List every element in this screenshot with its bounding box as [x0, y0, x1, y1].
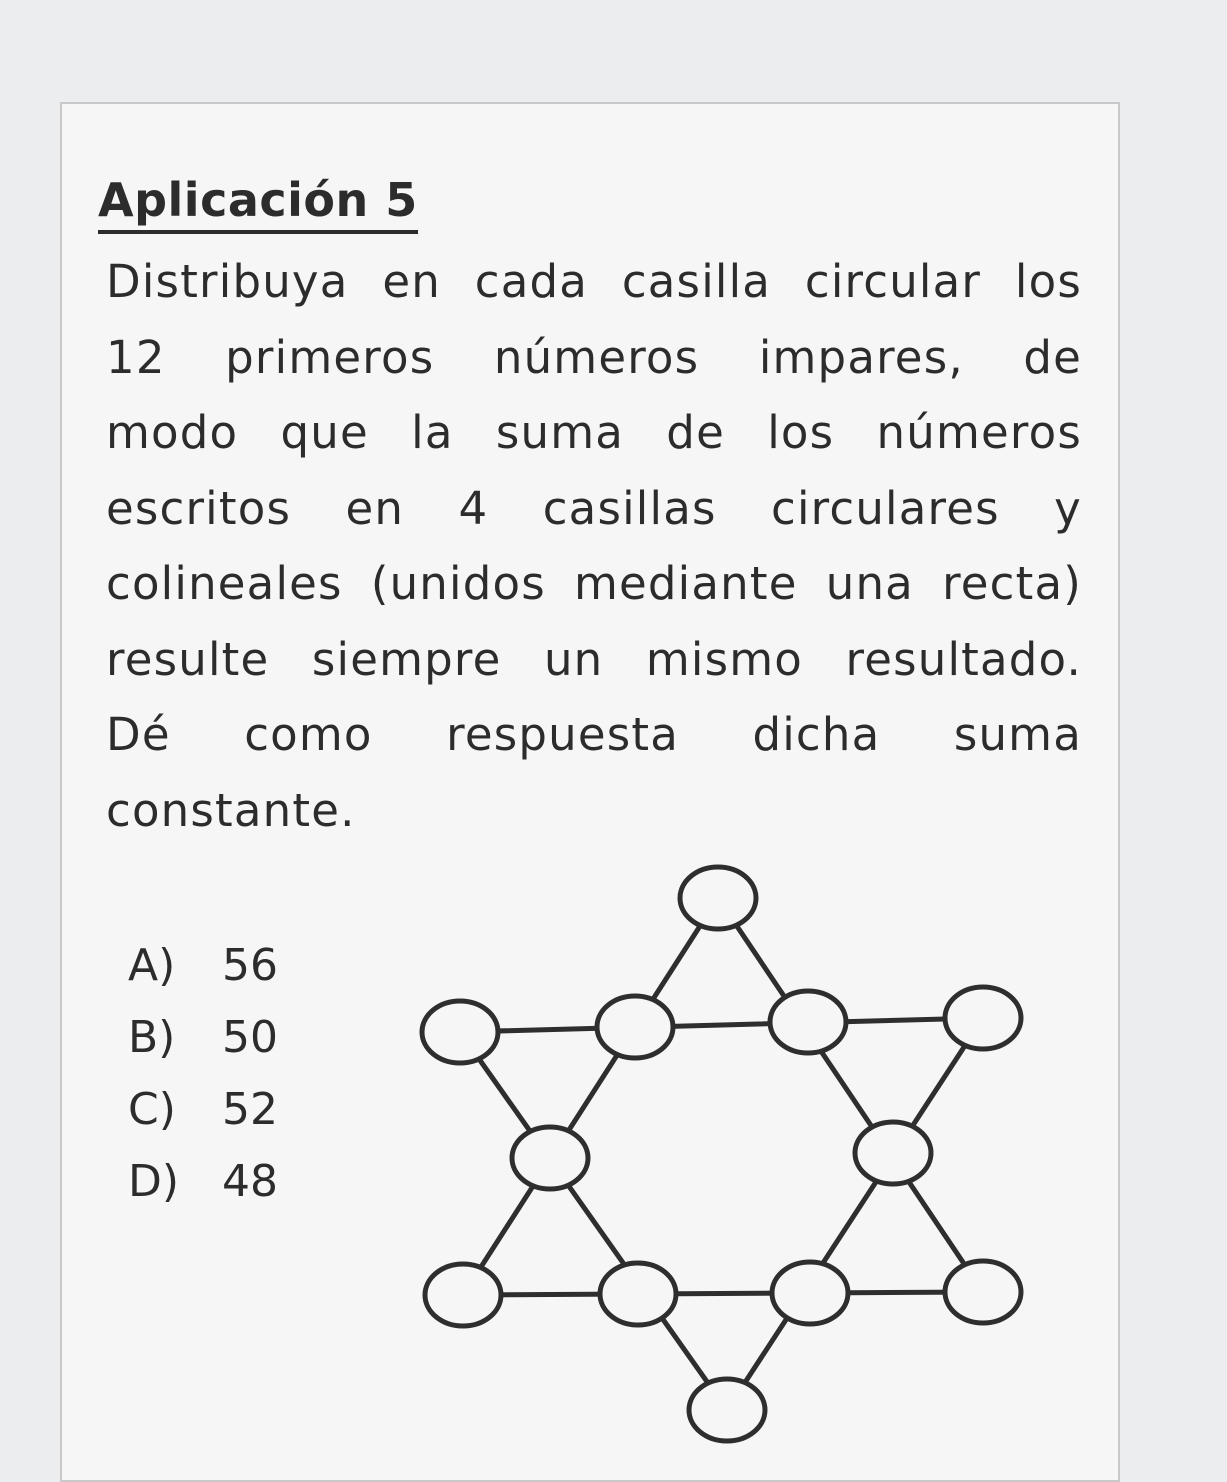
problem-statement: Distribuya en cada casilla circular los 12 primeros números impares, de modo que la suma de los números escritos en 4 casillas circulares y colineales (unidos mediante una recta) resulte siempre un mismo resultado. Dé como respuesta dicha suma constante.: [106, 255, 1082, 837]
circle-cell: [770, 991, 846, 1053]
option-letter: B): [128, 1012, 176, 1063]
option-letter: A): [128, 940, 176, 991]
option-letter: D): [128, 1156, 180, 1207]
circle-cell: [425, 1264, 501, 1326]
option-value: 48: [222, 1156, 278, 1207]
star-line: [463, 1292, 983, 1295]
circle-cell: [689, 1379, 765, 1441]
option-value: 50: [222, 1012, 278, 1063]
circle-cell: [422, 1001, 498, 1063]
star-line: [460, 1018, 983, 1032]
circle-cell: [512, 1127, 588, 1189]
option-value: 56: [222, 940, 278, 991]
circle-cell: [855, 1122, 931, 1184]
problem-title: Aplicación 5: [98, 172, 418, 234]
circle-cell: [945, 1261, 1021, 1323]
star-line: [727, 1018, 983, 1410]
circle-cell: [772, 1262, 848, 1324]
option-value: 52: [222, 1084, 278, 1135]
circle-cell: [945, 987, 1021, 1049]
star-line: [718, 898, 983, 1292]
circle-cell: [600, 1263, 676, 1325]
star-line: [463, 898, 718, 1295]
circle-cell: [597, 996, 673, 1058]
option-letter: C): [128, 1084, 176, 1135]
circle-cell: [680, 867, 756, 929]
